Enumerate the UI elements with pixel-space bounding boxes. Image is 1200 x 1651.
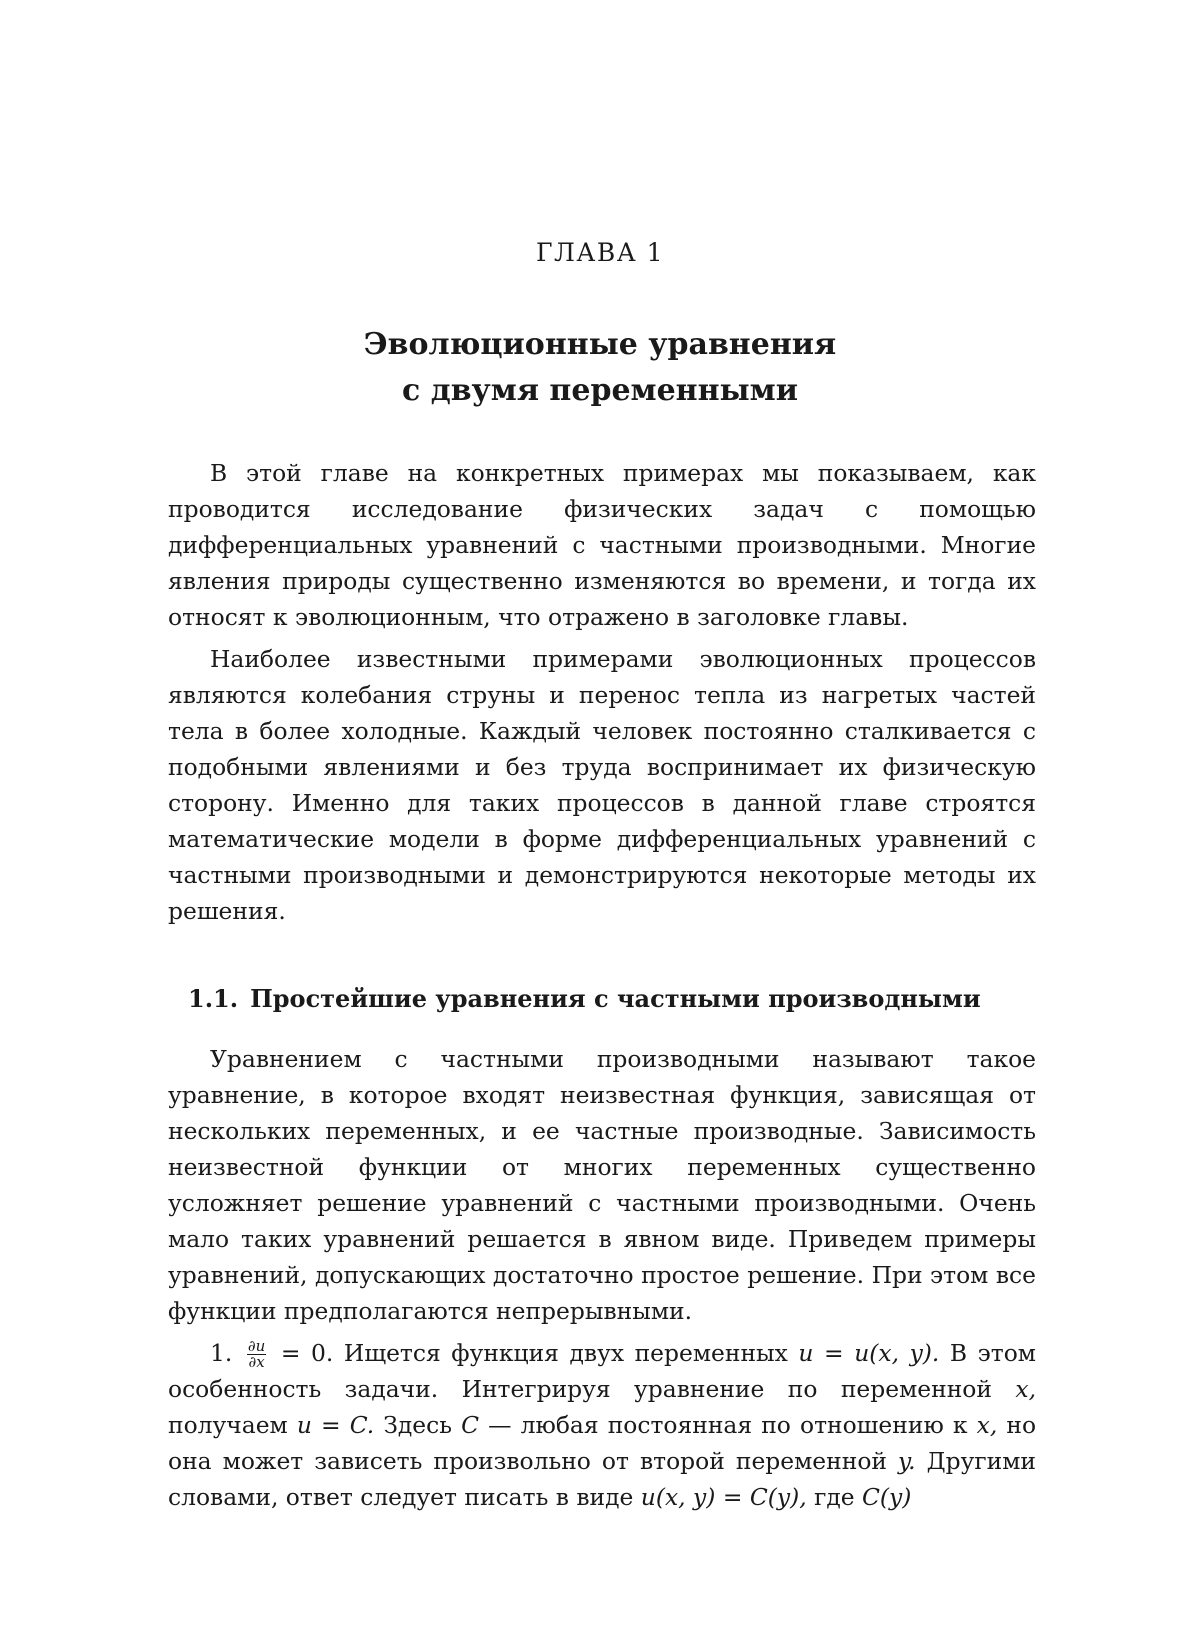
- example-number: 1.: [210, 1339, 233, 1367]
- math-g: u(x, y) = C(y),: [640, 1483, 807, 1511]
- section-heading: [188, 984, 1038, 1013]
- math-b: x,: [1015, 1375, 1037, 1403]
- math-c: u = C.: [296, 1411, 375, 1439]
- section-title: Простейшие уравнения с частными производными: [250, 984, 981, 1013]
- chapter-title-line-2: с двумя переменными: [402, 373, 798, 408]
- chapter-title: [0, 322, 1200, 414]
- math-d: C: [461, 1411, 479, 1439]
- example-text-a: Ищется функция двух переменных: [343, 1339, 788, 1367]
- equation-rest: = 0.: [280, 1339, 334, 1367]
- example-text-c: получаем: [168, 1411, 288, 1439]
- intro-paragraph-2: Наиболее известными примерами эволюционных процессов являются колебания струны и перенос тепла из нагретых частей тела в более холодные. Каждый человек постоянно сталкивается с подобными явлениями и без труда воспринимает их физическую сторону. Именно для таких процессов в данной главе строятся математические модели в форме дифференциальных уравнений с частными производными и демонстрируются некоторые методы их решения.: [168, 645, 1036, 925]
- math-a: u = u(x, y).: [798, 1339, 940, 1367]
- example-item-1: [168, 1335, 1036, 1515]
- fraction-denominator: ∂x: [248, 1353, 265, 1371]
- example-text-b: В этом особенность задачи. Интегрируя уравнение по переменной: [168, 1339, 1036, 1403]
- partial-derivative-fraction: [247, 1339, 266, 1370]
- intro-paragraph-1: В этой главе на конкретных примерах мы показываем, как проводится исследование физических задач с помощью дифференциальных уравнений с частными производными. Многие явления природы существенно изменяются во времени, и тогда их относят к эволюционным, что отражено в заголовке главы.: [168, 459, 1036, 631]
- example-text-d: Здесь: [383, 1411, 452, 1439]
- section-paragraph-1: Уравнением с частными производными называют такое уравнение, в которое входят неизвестная функция, зависящая от нескольких переменных, и ее частные производные. Зависимость неизвестной функции от многих переменных существенно усложняет решение уравнений с частными производными. Очень мало таких уравнений решается в явном виде. Приведем примеры уравнений, допускающих достаточно простое решение. При этом все функции предполагаются непрерывными.: [168, 1045, 1036, 1325]
- fraction-numerator: ∂u: [247, 1337, 266, 1355]
- math-h: C(y): [862, 1483, 912, 1511]
- example-text-e: — любая постоянная по отношению к: [488, 1411, 968, 1439]
- section-body: [168, 1041, 1036, 1515]
- math-e: x,: [976, 1411, 998, 1439]
- example-text-g: Другими словами, ответ следует писать в виде: [168, 1447, 1037, 1511]
- example-text-h: где: [814, 1483, 855, 1511]
- intro-text: [168, 455, 1036, 929]
- example-text-f: но она может зависеть произвольно от второй переменной: [168, 1411, 1037, 1475]
- chapter-label: ГЛАВА 1: [535, 238, 664, 267]
- chapter-title-line-1: Эволюционные уравнения: [363, 327, 837, 362]
- section-number: 1.1.: [188, 984, 239, 1013]
- math-f: y.: [898, 1447, 916, 1475]
